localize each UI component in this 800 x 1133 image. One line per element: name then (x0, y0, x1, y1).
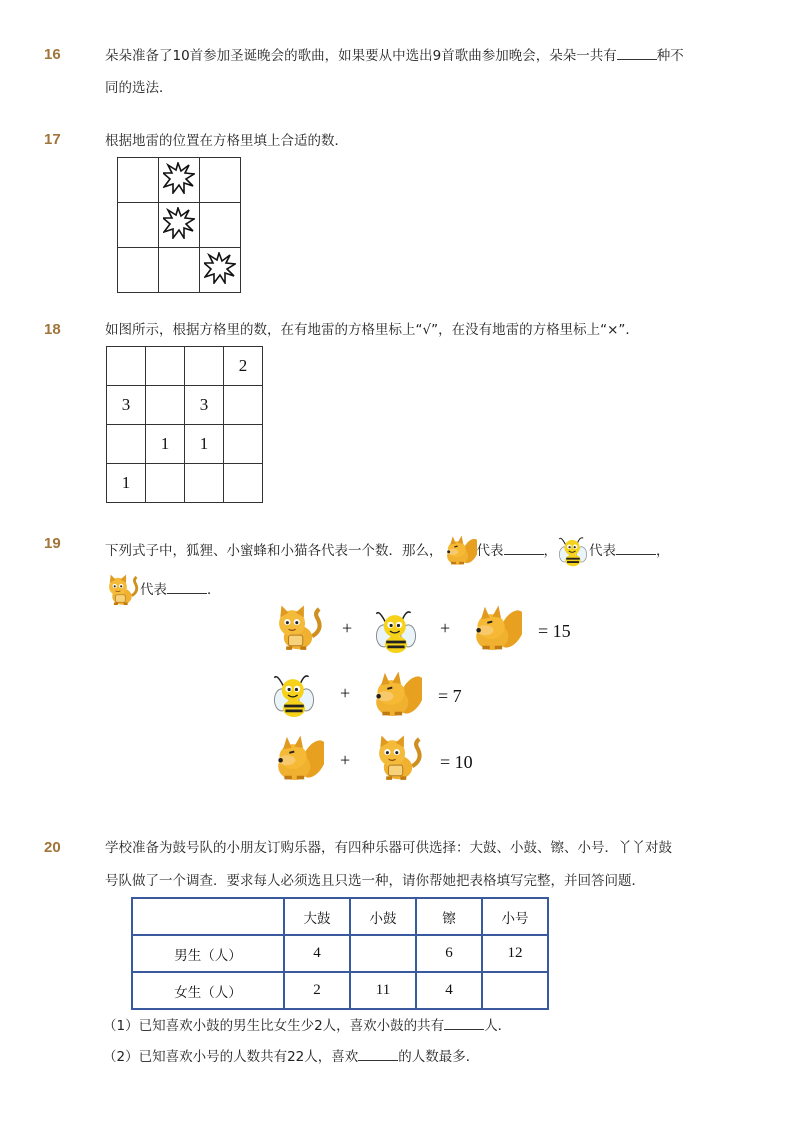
grid-cell[interactable] (118, 248, 159, 293)
grid-cell[interactable] (146, 386, 185, 425)
table-row (132, 935, 548, 972)
table-cell: 4 (284, 935, 350, 972)
question-number-19: 19 (44, 535, 61, 552)
q19-represents-label: 代表 (476, 543, 504, 559)
fox-icon (470, 604, 522, 654)
equation-result: = 10 (440, 752, 473, 772)
grid-cell: 1 (146, 425, 185, 464)
q20-sub1-text: （1）已知喜欢小鼓的男生比女生少2人，喜欢小鼓的共有 (103, 1018, 445, 1034)
plus-sign: + (340, 750, 351, 770)
grid-cell[interactable] (159, 248, 200, 293)
grid-row (107, 425, 263, 464)
grid-cell[interactable] (107, 425, 146, 464)
table-cell: 2 (284, 972, 350, 1009)
mine-icon (204, 252, 236, 284)
grid-cell[interactable] (107, 347, 146, 386)
grid-row (118, 158, 241, 203)
q17-mine-grid (117, 157, 241, 293)
grid-cell[interactable] (118, 203, 159, 248)
q19-text-part1: 下列式子中，狐狸、小蜜蜂和小猫各代表一个数．那么， (105, 543, 443, 559)
fox-icon (272, 734, 324, 784)
mine-icon (163, 162, 195, 194)
table-cell: 6 (416, 935, 482, 972)
equation-result: = 15 (538, 621, 571, 641)
grid-cell[interactable] (200, 158, 241, 203)
grid-cell-mine (159, 203, 200, 248)
q20-sub1-answer-blank[interactable] (444, 1015, 484, 1030)
instrument-survey-table (131, 897, 549, 1010)
cat-icon (272, 603, 324, 653)
table-cell-empty[interactable] (350, 935, 416, 972)
cat-icon (104, 573, 140, 607)
q20-sub2-text: （2）已知喜欢小号的人数共有22人，喜欢 (103, 1049, 359, 1065)
bee-icon (374, 606, 418, 656)
plus-sign: + (340, 683, 351, 703)
q19-comma: ， (543, 543, 557, 559)
question-number-16: 16 (44, 46, 61, 63)
q16-text-part1: 朵朵准备了10首参加圣诞晚会的歌曲，如果要从中选出9首歌曲参加晚会，朵朵一共有 (105, 48, 617, 64)
q19-represents-label: 代表 (589, 543, 616, 559)
q17-text: 根据地雷的位置在方格里填上合适的数． (105, 133, 348, 149)
table-header-cell: 大鼓 (284, 898, 350, 935)
q19-period: ． (207, 582, 221, 598)
q19-represents-label: 代表 (140, 582, 167, 598)
grid-cell[interactable] (224, 386, 263, 425)
bee-icon (557, 534, 589, 568)
grid-row (118, 248, 241, 293)
q18-number-grid (106, 346, 263, 503)
grid-cell[interactable] (224, 425, 263, 464)
q20-sub2-tail: 的人数最多． (398, 1049, 480, 1065)
q18-text: 如图所示，根据方格里的数，在有地雷的方格里标上“√”，在没有地雷的方格里标上“×”． (105, 322, 639, 338)
grid-row (107, 464, 263, 503)
fox-icon (370, 670, 422, 720)
table-cell-empty[interactable] (482, 972, 548, 1009)
q19-fox-answer-blank[interactable] (504, 540, 544, 555)
table-header-cell: 小鼓 (350, 898, 416, 935)
q16-text-line2: 同的选法． (105, 80, 173, 96)
grid-cell: 1 (107, 464, 146, 503)
table-header-cell (132, 898, 284, 935)
q16-answer-blank[interactable] (617, 45, 657, 60)
table-row (132, 972, 548, 1009)
bee-icon (272, 670, 316, 720)
grid-cell[interactable] (185, 464, 224, 503)
question-number-17: 17 (44, 131, 61, 148)
q20-sub-question-1 (103, 1015, 511, 1036)
grid-cell: 3 (107, 386, 146, 425)
q20-sub2-answer-blank[interactable] (358, 1046, 398, 1061)
q20-text-line1: 学校准备为鼓号队的小朋友订购乐器，有四种乐器可供选择：大鼓、小鼓、镲、小号．丫丫对鼓 (105, 840, 672, 856)
grid-cell-mine (159, 158, 200, 203)
q20-sub1-unit: 人． (484, 1018, 512, 1034)
q19-text-line2 (104, 573, 221, 607)
plus-sign: + (342, 618, 353, 638)
cat-icon (372, 733, 424, 783)
table-cell: 12 (482, 935, 548, 972)
table-row-label: 女生（人） (132, 972, 284, 1009)
q19-bee-answer-blank[interactable] (616, 540, 656, 555)
table-cell: 4 (416, 972, 482, 1009)
table-row-label: 男生（人） (132, 935, 284, 972)
grid-cell[interactable] (224, 464, 263, 503)
grid-row (107, 347, 263, 386)
table-header-cell: 小号 (482, 898, 548, 935)
table-cell: 11 (350, 972, 416, 1009)
equation-result: = 7 (438, 686, 462, 706)
question-number-20: 20 (44, 839, 61, 856)
q19-comma: ， (656, 543, 670, 559)
grid-cell[interactable] (146, 347, 185, 386)
grid-cell[interactable] (118, 158, 159, 203)
q16-text-line1 (105, 45, 684, 66)
grid-row (107, 386, 263, 425)
grid-cell: 2 (224, 347, 263, 386)
table-header-cell: 镲 (416, 898, 482, 935)
q16-text-part2: 种不 (656, 48, 684, 64)
plus-sign: + (440, 618, 451, 638)
q20-text-line2: 号队做了一个调查．要求每人必须选且只选一种，请你帮她把表格填写完整，并回答问题． (105, 873, 645, 889)
grid-cell: 3 (185, 386, 224, 425)
q20-sub-question-2 (103, 1046, 479, 1067)
grid-cell[interactable] (185, 347, 224, 386)
grid-cell[interactable] (146, 464, 185, 503)
mine-icon (163, 207, 195, 239)
grid-cell: 1 (185, 425, 224, 464)
grid-cell[interactable] (200, 203, 241, 248)
q19-cat-answer-blank[interactable] (167, 579, 207, 594)
grid-cell-mine (200, 248, 241, 293)
grid-row (118, 203, 241, 248)
table-header-row (132, 898, 548, 935)
question-number-18: 18 (44, 321, 61, 338)
q19-text-line1 (105, 534, 670, 568)
fox-icon (443, 534, 477, 568)
